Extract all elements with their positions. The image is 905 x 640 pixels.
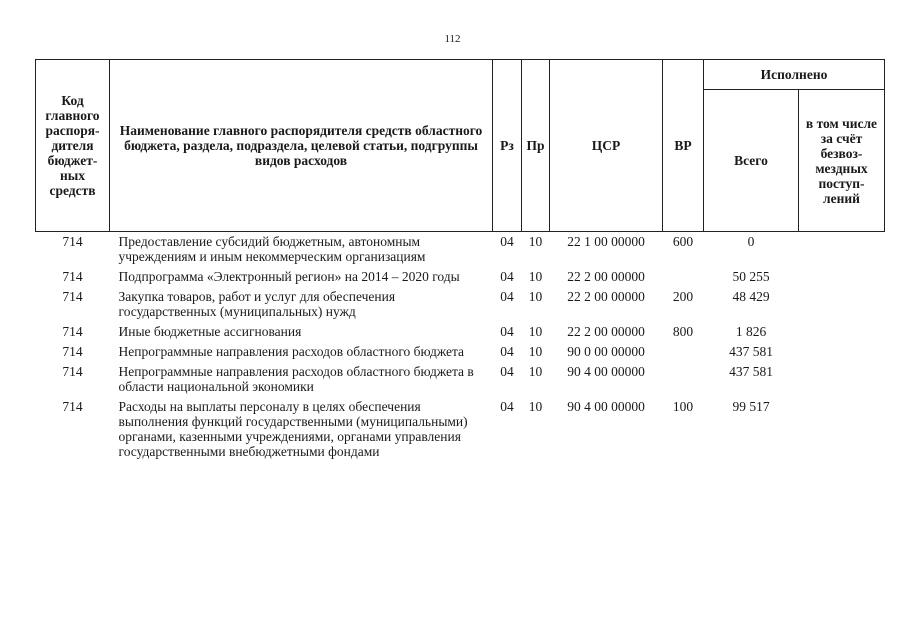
cell-csr: 90 4 00 00000 (567, 399, 645, 414)
cell-rz: 04 (500, 324, 514, 339)
header-name: Наименование главного распорядителя средств областного бюджета, раздела, подраздела, целевой статьи, подгруппы видов расходов (110, 60, 493, 232)
cell-vr: 800 (672, 324, 694, 339)
cell-pr: 10 (528, 269, 543, 284)
header-rz: Рз (493, 60, 522, 232)
table-row (36, 289, 885, 324)
cell-csr: 22 1 00 00000 (567, 234, 645, 249)
cell-vr (663, 269, 704, 289)
table-row (36, 344, 885, 364)
cell-csr: 22 2 00 00000 (567, 324, 645, 339)
cell-total: 50 255 (732, 269, 770, 284)
cell-total: 1 826 (735, 324, 767, 339)
cell-total: 0 (747, 234, 755, 249)
cell-code: 714 (62, 399, 83, 414)
cell-name: Закупка товаров, работ и услуг для обеспечения государственных (муниципальных) нужд (118, 289, 396, 319)
cell-code: 714 (62, 324, 83, 339)
cell-rz: 04 (500, 234, 514, 249)
cell-vr (663, 364, 704, 399)
cell-name: Подпрограмма «Электронный регион» на 2014 – 2020 годы (118, 269, 460, 284)
cell-free (799, 344, 885, 364)
table-row (36, 399, 885, 464)
cell-vr (663, 344, 704, 364)
cell-rz: 04 (500, 344, 514, 359)
cell-csr: 22 2 00 00000 (567, 289, 645, 304)
cell-rz: 04 (500, 364, 514, 379)
cell-free (799, 269, 885, 289)
cell-total: 48 429 (732, 289, 770, 304)
cell-vr: 200 (672, 289, 694, 304)
cell-csr: 22 2 00 00000 (567, 269, 645, 284)
table-body (36, 232, 885, 465)
cell-name: Иные бюджетные ассигнования (118, 324, 302, 339)
cell-rz: 04 (500, 399, 514, 414)
cell-free (799, 232, 885, 270)
header-executed: Исполнено (704, 60, 885, 90)
cell-code: 714 (62, 289, 83, 304)
cell-csr: 90 0 00 00000 (567, 344, 645, 359)
table-row (36, 232, 885, 270)
cell-name: Предоставление субсидий бюджетным, автономным учреждениям и иным некоммерческим организациям (118, 234, 426, 264)
table-row (36, 269, 885, 289)
table-row (36, 324, 885, 344)
header-total: Всего (704, 90, 799, 232)
cell-pr: 10 (528, 234, 543, 249)
cell-free (799, 399, 885, 464)
cell-pr: 10 (528, 399, 543, 414)
header-free: в том числе за счёт безвоз-мездных поступ-лений (799, 90, 885, 232)
cell-pr: 10 (528, 344, 543, 359)
cell-pr: 10 (528, 324, 543, 339)
cell-name: Расходы на выплаты персоналу в целях обеспечения выполнения функций государственными (муниципальными) органами, казенными учреждениями, органами управления государственными внебюджетными фондами (118, 399, 468, 459)
budget-table (35, 59, 885, 464)
table-header (36, 60, 885, 232)
cell-csr: 90 4 00 00000 (567, 364, 645, 379)
header-code: Код главного распоря-дителя бюджет-ных средств (36, 60, 110, 232)
cell-rz: 04 (500, 269, 514, 284)
cell-free (799, 289, 885, 324)
cell-vr: 600 (672, 234, 694, 249)
header-pr: Пр (522, 60, 550, 232)
cell-name: Непрограммные направления расходов областного бюджета в области национальной экономики (118, 364, 474, 394)
cell-vr: 100 (672, 399, 694, 414)
cell-code: 714 (62, 234, 83, 249)
cell-free (799, 364, 885, 399)
cell-code: 714 (62, 364, 83, 379)
cell-total: 437 581 (729, 364, 773, 379)
cell-name: Непрограммные направления расходов областного бюджета (118, 344, 465, 359)
cell-total: 99 517 (732, 399, 770, 414)
table-row (36, 364, 885, 399)
cell-code: 714 (62, 269, 83, 284)
cell-total: 437 581 (729, 344, 773, 359)
header-csr: ЦСР (550, 60, 663, 232)
page-number: 112 (444, 33, 461, 45)
header-vr: ВР (663, 60, 704, 232)
cell-free (799, 324, 885, 344)
cell-rz: 04 (500, 289, 514, 304)
cell-code: 714 (62, 344, 83, 359)
cell-pr: 10 (528, 364, 543, 379)
cell-pr: 10 (528, 289, 543, 304)
